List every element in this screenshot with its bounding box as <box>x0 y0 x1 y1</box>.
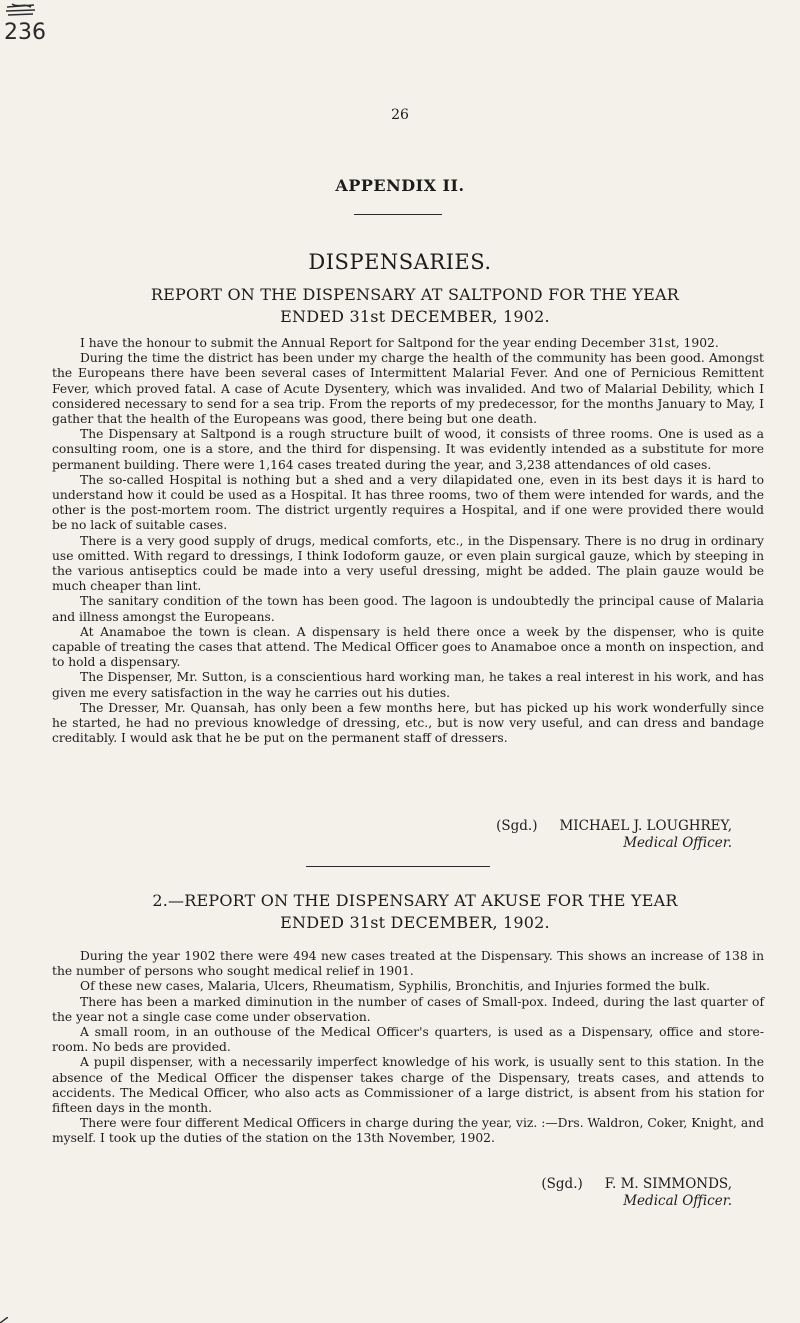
report2-heading-line1: 2.—REPORT ON THE DISPENSARY AT AKUSE FOR THE YEAR <box>152 891 678 910</box>
appendix-heading: APPENDIX II. <box>335 176 465 195</box>
library-stamp <box>2 2 46 52</box>
report2-heading-line2: ENDED 31st DECEMBER, 1902. <box>280 913 550 932</box>
report1-signature <box>332 818 732 852</box>
paragraph: At Anamaboe the town is clean. A dispensary is held there once a week by the dispenser, who is quite capable of treating the cases that attend. The Medical Officer goes to Anamaboe once a month on inspection, and to hold a dispensary. <box>52 624 764 670</box>
paragraph: The Dispenser, Mr. Sutton, is a conscientious hard working man, he takes a real interest in his work, and has given me every satisfaction in the way he carries out his duties. <box>52 670 764 700</box>
page-number: 26 <box>391 107 409 123</box>
paragraph: A small room, in an outhouse of the Medical Officer's quarters, is used as a Dispensary, office and store-room. No beds are provided. <box>52 1025 764 1055</box>
divider-rule <box>306 866 490 867</box>
paragraph: There were four different Medical Officers in charge during the year, viz. :—Drs. Waldron, Coker, Knight, and myself. I took up the duties of the station on the 13th November, 1902. <box>52 1116 764 1146</box>
paragraph: During the year 1902 there were 494 new cases treated at the Dispensary. This shows an increase of 138 in the number of persons who sought medical relief in 1901. <box>52 949 764 979</box>
signature-name: F. M. SIMMONDS, <box>604 1176 732 1192</box>
stamp-scribble-icon <box>4 2 38 20</box>
signature-sgd: (Sgd.) <box>496 818 538 834</box>
scan-mark-icon <box>0 1317 8 1323</box>
report1-heading-line1: REPORT ON THE DISPENSARY AT SALTPOND FOR THE YEAR <box>150 285 680 304</box>
report1-heading <box>70 284 760 328</box>
paragraph: The sanitary condition of the town has been good. The lagoon is undoubtedly the principal cause of Malaria and illness amongst the Europeans. <box>52 594 764 624</box>
report1-heading-line2: ENDED 31st DECEMBER, 1902. <box>280 307 550 326</box>
report2-signature <box>332 1176 732 1210</box>
paragraph: The Dispensary at Saltpond is a rough structure built of wood, it consists of three rooms. One is used as a consulting room, one is a store, and the third for dispensing. It was evidently intended as a substitute for more permanent building. There were 1,164 cases treated during the year, and 3,238 attendances of old cases. <box>52 427 764 472</box>
signature-title: Medical Officer. <box>623 1193 732 1209</box>
signature-title: Medical Officer. <box>623 835 732 851</box>
page-title: DISPENSARIES. <box>308 250 492 274</box>
paragraph: The so-called Hospital is nothing but a shed and a very dilapidated one, even in its best days it is hard to understand how it could be used as a Hospital. It has three rooms, two of them were intended for wards, and the other is the post-mortem room. The district urgently requires a Hospital, and if one were provided there would be no lack of suitable cases. <box>52 472 764 533</box>
paragraph: During the time the district has been under my charge the health of the community has been good. Amongst the Europeans there have been several cases of Intermittent Malarial Fever. And one of Pernicious Remittent Fever, which proved fatal. A case of Acute Dysentery, which was invalided. And two of Malarial Debility, which I considered necessary to send for a sea trip. From the reports of my predecessor, for the months January to May, I gather that the health of the Europeans was good, there being but one death. <box>52 351 764 427</box>
paragraph: The Dresser, Mr. Quansah, has only been a few months here, but has picked up his work wonderfully since he started, he had no previous knowledge of dressing, etc., but is now very useful, and can dress and bandage creditably. I would ask that he be put on the permanent staff of dressers. <box>52 700 764 746</box>
paragraph: Of these new cases, Malaria, Ulcers, Rheumatism, Syphilis, Bronchitis, and Injuries formed the bulk. <box>80 979 710 994</box>
paragraph: There has been a marked diminution in the number of cases of Small-pox. Indeed, during the last quarter of the year not a single case come under observation. <box>52 994 764 1024</box>
paragraph: A pupil dispenser, with a necessarily imperfect knowledge of his work, is usually sent to this station. In the absence of the Medical Officer the dispenser takes charge of the Dispensary, treats cases, and attends to accidents. The Medical Officer, who also acts as Commissioner of a large district, is absent from his station for fifteen days in the month. <box>52 1055 764 1116</box>
paragraph: There is a very good supply of drugs, medical comforts, etc., in the Dispensary. There is no drug in ordinary use omitted. With regard to dressings, I think Iodoform gauze, or even plain surgical gauze, which by steeping in the various antiseptics could be made into a very useful dressing, might be added. The plain gauze would be much cheaper than lint. <box>52 533 764 594</box>
report2-heading <box>70 890 760 934</box>
signature-name: MICHAEL J. LOUGHREY, <box>559 818 732 834</box>
report1-body <box>52 336 764 746</box>
divider-rule <box>354 214 442 215</box>
stamp-number: 236 <box>4 20 46 45</box>
report2-body <box>52 949 764 1147</box>
signature-sgd: (Sgd.) <box>541 1176 583 1192</box>
paragraph: I have the honour to submit the Annual Report for Saltpond for the year ending December 31st, 1902. <box>80 336 719 350</box>
